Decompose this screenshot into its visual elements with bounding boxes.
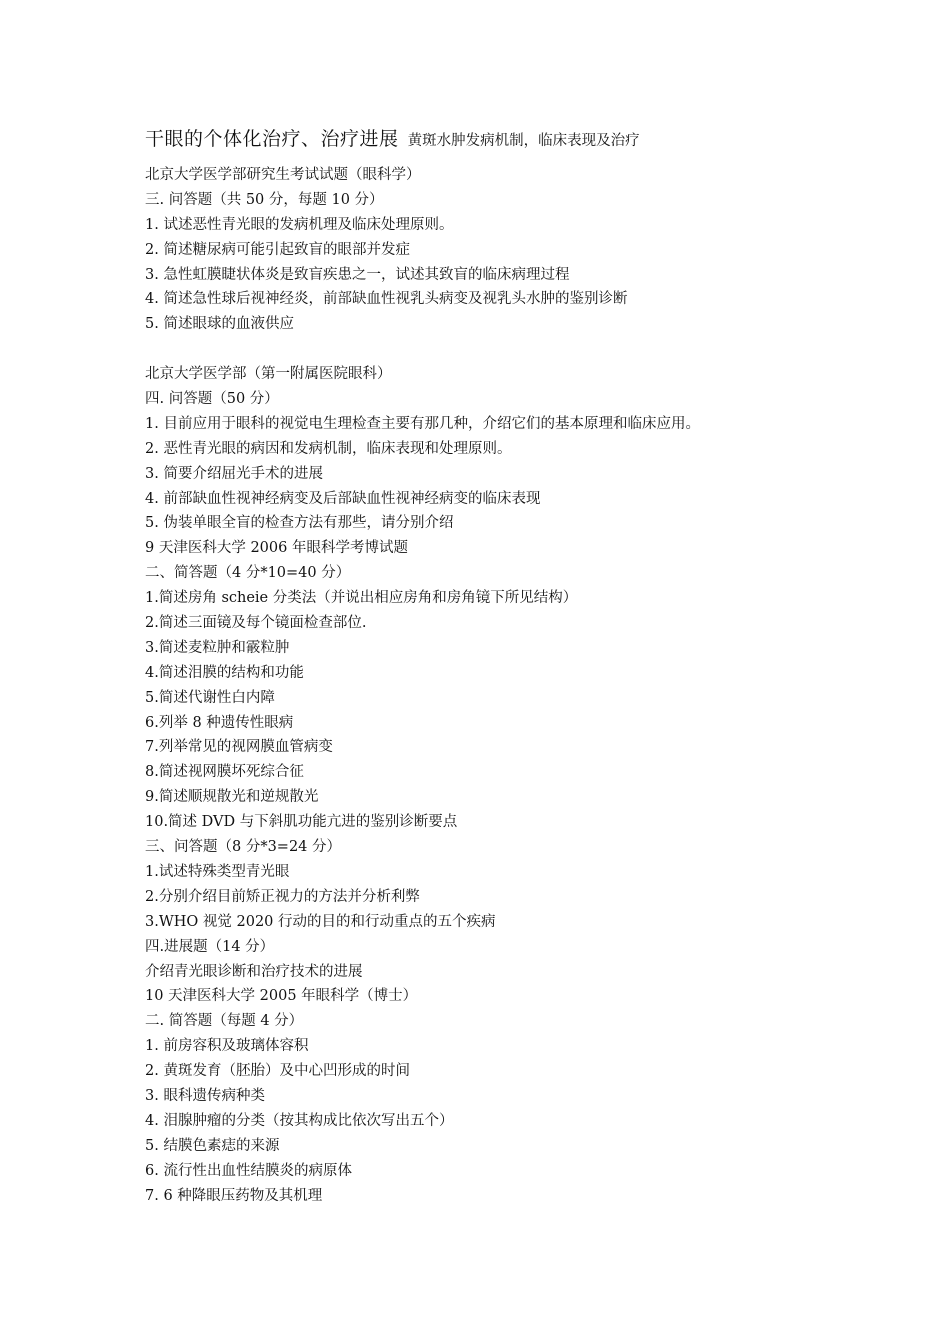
text-line: 介绍青光眼诊断和治疗技术的进展 [145,963,363,980]
text-line: 1. 试述恶性青光眼的发病机理及临床处理原则。 [145,216,454,233]
title-row [145,124,935,151]
text-line: 3.WHO 视觉 2020 行动的目的和行动重点的五个疾病 [145,913,496,930]
text-line: 4.简述泪膜的结构和功能 [145,664,304,681]
text-line: 二、简答题（4 分*10=40 分） [145,565,351,582]
text-line: 9 天津医科大学 2006 年眼科学考博试题 [145,540,408,557]
text-line: 5.简述代谢性白内障 [145,689,275,706]
text-line: 7. 6 种降眼压药物及其机理 [145,1187,323,1204]
blank-line [145,337,935,362]
text-line: 1.试述特殊类型青光眼 [145,863,290,880]
text-line: 1. 前房容积及玻璃体容积 [145,1038,309,1055]
text-line: 3.简述麦粒肿和霰粒肿 [145,639,290,656]
text-line: 2.简述三面镜及每个镜面检查部位. [145,615,367,632]
text-line: 2. 简述糖尿病可能引起致盲的眼部并发症 [145,241,410,258]
text-line: 5. 伪装单眼全盲的检查方法有那些，请分别介绍 [145,515,454,532]
text-line: 6. 流行性出血性结膜炎的病原体 [145,1162,352,1179]
document-body [145,163,935,1208]
text-line: 10.简述 DVD 与下斜肌功能亢进的鉴别诊断要点 [145,814,458,831]
document-page [145,124,935,1208]
text-line: 2. 恶性青光眼的病因和发病机制，临床表现和处理原则。 [145,440,512,457]
text-line: 四.进展题（14 分） [145,938,275,955]
text-line: 二. 简答题（每题 4 分） [145,1013,304,1030]
text-line: 3. 急性虹膜睫状体炎是致盲疾患之一，试述其致盲的临床病理过程 [145,266,570,283]
text-line: 北京大学医学部（第一附属医院眼科） [145,366,392,383]
text-line: 6.列举 8 种遗传性眼病 [145,714,294,731]
text-line: 4. 前部缺血性视神经病变及后部缺血性视神经病变的临床表现 [145,490,541,507]
text-line: 8.简述视网膜坏死综合征 [145,764,304,781]
text-line: 2.分别介绍目前矫正视力的方法并分析利弊 [145,888,420,905]
text-line: 北京大学医学部研究生考试试题（眼科学） [145,167,421,183]
text-line: 1. 目前应用于眼科的视觉电生理检查主要有那几种，介绍它们的基本原理和临床应用。 [145,415,700,432]
text-line: 3. 眼科遗传病种类 [145,1087,265,1104]
text-line: 三、问答题（8 分*3=24 分） [145,839,342,856]
text-line: 5. 结膜色素痣的来源 [145,1137,280,1154]
text-line: 3. 简要介绍屈光手术的进展 [145,465,323,482]
page-title: 干眼的个体化治疗、治疗进展 [145,128,399,150]
text-line: 10 天津医科大学 2005 年眼科学（博士） [145,988,418,1005]
text-line: 5. 简述眼球的血液供应 [145,316,294,333]
text-line: 9.简述顺规散光和逆规散光 [145,789,319,806]
text-line: 1.简述房角 scheie 分类法（并说出相应房角和房角镜下所见结构） [145,590,578,607]
text-line: 4. 简述急性球后视神经炎，前部缺血性视乳头病变及视乳头水肿的鉴别诊断 [145,291,628,308]
page-subtitle: 黄斑水肿发病机制，临床表现及治疗 [407,133,640,149]
text-line: 2. 黄斑发育（胚胎）及中心凹形成的时间 [145,1063,410,1080]
text-line: 三. 问答题（共 50 分，每题 10 分） [145,191,384,208]
text-line: 7.列举常见的视网膜血管病变 [145,739,333,756]
text-line: 四. 问答题（50 分） [145,391,279,408]
text-line: 4. 泪腺肿瘤的分类（按其构成比依次写出五个） [145,1112,454,1129]
